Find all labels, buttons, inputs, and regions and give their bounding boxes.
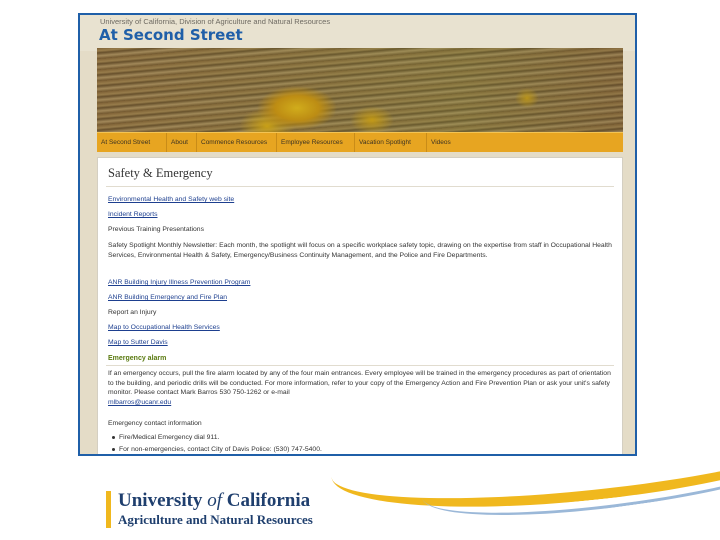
org-line[interactable]: University of California, Division of Agriculture and Natural Resources <box>100 17 331 26</box>
emergency-alarm-paragraph <box>108 369 616 407</box>
email-link[interactable]: mlbarros@ucanr.edu <box>108 398 172 406</box>
website-screenshot <box>78 13 637 456</box>
main-nav <box>97 132 623 152</box>
nav-item-employee-resources[interactable]: Employee Resources <box>277 133 355 152</box>
previous-training-text: Previous Training Presentations <box>108 226 204 233</box>
header-banner-image <box>97 48 623 132</box>
nav-item-commence-resources[interactable]: Commence Resources <box>197 133 277 152</box>
contact-info-label: Emergency contact information <box>108 420 202 427</box>
divider <box>106 365 614 366</box>
list-item: Fire/Medical Emergency dial 911. <box>112 434 219 441</box>
report-injury-text: Report an Injury <box>108 309 157 316</box>
emergency-alarm-heading: Emergency alarm <box>108 355 167 362</box>
bullet-icon <box>112 436 115 439</box>
newsletter-paragraph: Safety Spotlight Monthly Newsletter: Each month, the spotlight will focus on a specific workplace safety topic, drawing on the expertise from staff in Occupational Health Services, Environmental Health & Safety, Emergency/Business Continuity Management, and the Police and Fire Departments. <box>108 242 612 259</box>
nav-item-about[interactable]: About <box>167 133 197 152</box>
link-incident-reports[interactable]: Incident Reports <box>108 211 158 218</box>
site-title[interactable]: At Second Street <box>99 26 243 44</box>
link-emergency-plan[interactable]: ANR Building Emergency and Fire Plan <box>108 294 228 301</box>
link-map-sutter[interactable]: Map to Sutter Davis <box>108 339 168 346</box>
link-iipp[interactable]: ANR Building Injury Illness Prevention Program <box>108 279 251 286</box>
logo-line-2: Agriculture and Natural Resources <box>118 512 313 527</box>
nav-item-at-second-street[interactable]: At Second Street <box>97 133 167 152</box>
nav-item-vacation-spotlight[interactable]: Vacation Spotlight <box>355 133 427 152</box>
logo-line-1: University of California <box>118 490 311 511</box>
divider <box>106 186 614 187</box>
list-item: For non-emergencies, contact City of Davis Police: (530) 747-5400. <box>112 446 322 453</box>
nav-item-videos[interactable]: Videos <box>431 139 451 146</box>
link-map-ohs[interactable]: Map to Occupational Health Services <box>108 324 220 331</box>
site-header <box>80 15 635 51</box>
content-panel <box>97 157 623 456</box>
logo-bar <box>106 491 111 528</box>
page-title: Safety & Emergency <box>108 166 213 180</box>
emergency-alarm-text: If an emergency occurs, pull the fire alarm located by any of the four main entrances. Every employee will be trained in the emergency procedures as part of orientation to the building, and periodic drills will be conducted. For more information, refer to your copy of the Emergency Action and Fire Prevention Plan or ask your unit's safety monitor. Please contact Mark Barros 530 750-1262 or e-mail <box>108 370 611 396</box>
link-ehs-site[interactable]: Environmental Health and Safety web site <box>108 196 235 203</box>
